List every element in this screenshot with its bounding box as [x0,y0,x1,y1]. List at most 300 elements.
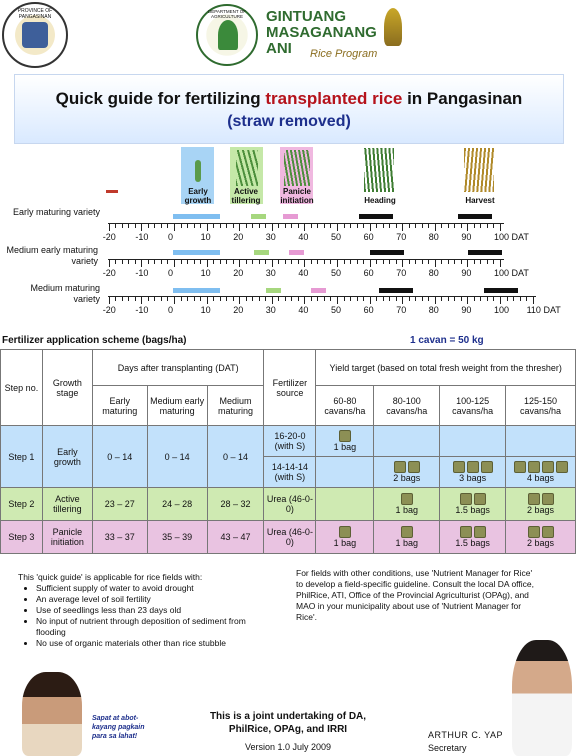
axis-tick-label: 100 [494,305,510,315]
applicability-item: • No input of nutrient through deposition of sediment from flooding [36,616,258,638]
axis-tick [272,224,273,231]
axis-tick [109,260,110,267]
axis-tick [135,224,136,228]
axis-tick [239,297,240,304]
axis-tick [428,260,429,264]
step-3-yield-1: 1 bag [316,521,374,554]
axis-tick [330,260,331,264]
axis-tick-label: 100 DAT [494,268,529,278]
axis-tick [487,297,488,301]
axis-tick [298,224,299,228]
axis-tick [350,224,351,228]
axis-tick-label: -20 [102,268,116,278]
axis-tick [422,224,423,228]
axis-tick [122,224,123,228]
axis-tick-label: 0 [168,232,174,242]
step-1b-yield-4: 4 bags [506,457,576,488]
axis-tick-label: 60 [363,268,374,278]
axis-tick [285,297,286,301]
header-yield-2: 80-100 cavans/ha [374,386,440,426]
axis-tick [181,297,182,301]
step-3-label: Step 3 [1,521,43,554]
step-2-medium-early: 24 – 28 [147,488,207,521]
axis-tick [259,260,260,264]
axis-tick [428,297,429,301]
header-yield-3: 100-125 cavans/ha [440,386,506,426]
axis-tick-label: 110 DAT [526,305,561,315]
rice-stalk-icon [384,8,402,46]
timeline-axis-row1 [108,223,504,231]
step-3-yield-2: 1 bag [374,521,440,554]
step-1-early: 0 – 14 [92,426,147,488]
secretary-photo [512,640,572,756]
axis-tick-label: -20 [102,305,116,315]
step-1-source-b: 14-14-14 (with S) [264,457,316,488]
step-3-medium-early: 35 – 39 [147,521,207,554]
axis-tick [324,297,325,301]
axis-tick [207,224,208,231]
title-highlight: transplanted rice [265,89,403,108]
axis-tick-label: 90 [461,232,472,242]
axis-tick [493,224,494,228]
tillering-plant-icon [236,150,258,186]
bar-heading-row2 [370,250,404,255]
axis-tick [533,297,534,304]
fertilizer-table [0,349,576,554]
axis-tick [350,297,351,301]
step-2-yield-2: 1 bag [374,488,440,521]
axis-tick [487,224,488,228]
axis-tick-label: 40 [298,268,309,278]
axis-tick [128,224,129,228]
axis-tick [265,224,266,228]
heading-plant-icon [364,148,394,192]
axis-tick [239,224,240,231]
axis-tick [141,260,142,267]
axis-tick [135,260,136,264]
axis-tick [278,297,279,301]
step-1b-yield-3: 3 bags [440,457,506,488]
axis-tick [435,260,436,267]
axis-tick [226,224,227,228]
label-heading: Heading [364,196,396,205]
axis-tick [474,260,475,264]
seed-icon [106,190,118,193]
fertilizer-bag-icon [460,526,472,538]
axis-tick [474,297,475,301]
step-1b-yield-2: 2 bags [374,457,440,488]
axis-tick-label: 40 [298,232,309,242]
axis-tick [141,224,142,231]
axis-tick [252,224,253,228]
axis-tick [109,224,110,231]
logo-subtitle: Rice Program [310,48,378,60]
applicability-list [18,583,258,649]
header-fertilizer-source: Fertilizer source [264,350,316,426]
department-of-agriculture-logo [196,4,258,66]
axis-tick [402,260,403,267]
axis-tick [396,224,397,228]
axis-tick-label: 80 [428,232,439,242]
axis-tick-label: 10 [200,305,211,315]
axis-tick [422,260,423,264]
axis-tick-label: 50 [331,232,342,242]
axis-tick [200,224,201,228]
axis-tick-label: 20 [233,232,244,242]
header-medium-maturing: Medium maturing [207,386,264,426]
axis-tick [441,260,442,264]
axis-tick [246,260,247,264]
axis-tick [441,297,442,301]
axis-tick [161,297,162,301]
logo-line-2: MASAGANANG [266,24,377,41]
axis-tick [187,260,188,264]
axis-tick [415,224,416,228]
axis-tick [317,224,318,228]
axis-tick [174,260,175,267]
fertilizer-bag-icon [528,526,540,538]
axis-tick [115,224,116,228]
axis-tick [344,260,345,264]
bar-panicle-row1 [283,214,298,219]
axis-tick [330,224,331,228]
axis-tick [115,260,116,264]
axis-tick [370,224,371,231]
harvest-plant-icon [464,148,494,192]
fertilizer-bag-icon [467,461,479,473]
axis-tick [448,260,449,264]
header-days: Days after transplanting (DAT) [92,350,264,386]
axis-tick [304,297,305,304]
fertilizer-bag-icon [514,461,526,473]
axis-tick [428,224,429,228]
axis-tick [454,224,455,228]
axis-tick [226,260,227,264]
speech-bubble: Sapat at abot-kayang pagkain para sa lahat! [92,715,145,740]
axis-tick [337,297,338,304]
axis-tick [480,224,481,228]
step-1-medium: 0 – 14 [207,426,264,488]
axis-tick [454,260,455,264]
axis-tick-label: 60 [363,305,374,315]
axis-tick-label: 80 [428,268,439,278]
axis-tick [422,297,423,301]
fertilizer-bag-icon [474,493,486,505]
header-medium-early-maturing: Medium early maturing [147,386,207,426]
axis-tick [272,260,273,267]
axis-tick [233,224,234,228]
axis-tick [467,224,468,231]
step-2-yield-4: 2 bags [506,488,576,521]
fertilizer-bag-icon [542,461,554,473]
axis-tick [220,224,221,228]
axis-tick [448,224,449,228]
axis-tick [487,260,488,264]
axis-tick [363,297,364,301]
header-growth-stage: Growth stage [42,350,92,426]
axis-tick [239,260,240,267]
axis-tick [363,224,364,228]
axis-tick [376,297,377,301]
axis-tick [435,224,436,231]
axis-tick [330,297,331,301]
row-label-medium: Medium maturing variety [30,283,100,304]
axis-tick [324,224,325,228]
axis-tick [298,297,299,301]
header-yield-4: 125-150 cavans/ha [506,386,576,426]
axis-tick [291,260,292,264]
axis-tick [389,297,390,301]
axis-tick [383,224,384,228]
axis-tick [357,260,358,264]
axis-tick [357,297,358,301]
axis-tick [141,297,142,304]
axis-tick [161,224,162,228]
axis-tick [311,260,312,264]
axis-tick [317,297,318,301]
axis-tick-label: 30 [265,232,276,242]
axis-tick [324,260,325,264]
fertilizer-bag-icon [528,461,540,473]
axis-tick [226,297,227,301]
axis-tick [265,260,266,264]
other-conditions-note: For fields with other conditions, use 'Nutrient Manager for Rice' to develop a field-specific guideline. Consult the local DA office, PhilRice, ATI, Office of the Provincial Agriculturist (OPAg), and MAO in your municipality about use of 'Nutrient Manager for Rice'. [296,568,534,622]
axis-tick [409,224,410,228]
axis-tick [415,297,416,301]
secretary-name: ARTHUR C. YAP [428,730,504,740]
axis-tick [220,260,221,264]
axis-tick [194,260,195,264]
axis-tick [298,260,299,264]
axis-tick [493,260,494,264]
fertilizer-bag-icon [481,461,493,473]
bar-tillering-row2 [254,250,269,255]
axis-tick [389,224,390,228]
axis-tick [304,224,305,231]
department-logo-text: DEPARTMENT OF AGRICULTURE [207,9,246,19]
axis-tick [259,224,260,228]
axis-tick [167,260,168,264]
fertilizer-bag-icon [474,526,486,538]
bar-harvest-row2 [468,250,502,255]
step-3-stage: Panicle initiation [42,521,92,554]
axis-tick-label: 10 [200,268,211,278]
label-active-tillering: Active tillering [231,187,261,205]
axis-tick [285,224,286,228]
fertilizer-bag-icon [394,461,406,473]
axis-tick [344,297,345,301]
axis-tick-label: 20 [233,268,244,278]
axis-tick [233,297,234,301]
axis-tick-label: 60 [363,232,374,242]
axis-tick [350,260,351,264]
axis-tick [311,224,312,228]
axis-tick-label: 70 [396,232,407,242]
axis-tick [278,224,279,228]
axis-tick [148,297,149,301]
axis-tick-label: 50 [331,268,342,278]
label-panicle-initiation: Panicle initiation [280,187,314,205]
axis-tick [154,297,155,301]
bar-panicle-row2 [289,250,304,255]
axis-tick-label: 30 [265,268,276,278]
fertilizer-bag-icon [460,493,472,505]
president-photo [22,672,82,756]
axis-tick [213,224,214,228]
axis-tick [122,260,123,264]
axis-tick [396,297,397,301]
axis-tick [526,297,527,301]
axis-tick [154,260,155,264]
axis-tick [402,224,403,231]
axis-tick-label: 20 [233,305,244,315]
axis-tick [194,297,195,301]
axis-tick [252,297,253,301]
axis-tick [389,260,390,264]
step-3-medium: 43 – 47 [207,521,264,554]
axis-tick [246,297,247,301]
logo-line-1: GINTUANG [266,8,346,25]
step-3-early: 33 – 37 [92,521,147,554]
axis-tick [304,260,305,267]
axis-tick [461,260,462,264]
timeline-axis-row3 [108,296,536,304]
axis-tick-label: 70 [396,268,407,278]
axis-tick [461,224,462,228]
axis-tick [148,260,149,264]
axis-tick [161,260,162,264]
axis-tick [500,260,501,267]
fertilizer-bag-icon [339,526,351,538]
axis-tick [252,260,253,264]
axis-tick [357,224,358,228]
axis-tick [376,260,377,264]
step-1a-yield-1: 1 bag [316,426,374,457]
axis-tick [200,260,201,264]
header-step: Step no. [1,350,43,426]
axis-tick [272,297,273,304]
province-seal-logo [2,2,68,68]
axis-tick [181,224,182,228]
header-yield-target: Yield target (based on total fresh weight from the thresher) [316,350,576,386]
step-3-yield-4: 2 bags [506,521,576,554]
axis-tick [507,297,508,301]
axis-tick-label: 70 [396,305,407,315]
axis-tick-label: 10 [200,232,211,242]
axis-tick [154,224,155,228]
title-banner [14,74,564,144]
applicability-note [18,572,258,668]
step-2-label: Step 2 [1,488,43,521]
axis-tick [461,297,462,301]
axis-tick [311,297,312,301]
axis-tick-label: 0 [168,305,174,315]
row-label-medium-early: Medium early maturing variety [6,245,98,266]
fertilizer-bag-icon [401,526,413,538]
axis-tick [122,297,123,301]
axis-tick [520,297,521,301]
step-2-medium: 28 – 32 [207,488,264,521]
axis-tick [259,297,260,301]
axis-tick [454,297,455,301]
table-caption: Fertilizer application scheme (bags/ha) [2,335,187,346]
step-2-source: Urea (46-0-0) [264,488,316,521]
axis-tick [167,224,168,228]
axis-tick [194,224,195,228]
fertilizer-bag-icon [408,461,420,473]
axis-tick [467,297,468,304]
axis-tick [370,297,371,304]
axis-tick [376,224,377,228]
bar-harvest-row3 [484,288,518,293]
cavan-note: 1 cavan = 50 kg [410,335,484,346]
axis-tick [370,260,371,267]
step-3-source: Urea (46-0-0) [264,521,316,554]
axis-tick [500,297,501,304]
axis-tick [363,260,364,264]
axis-tick-label: -10 [135,305,149,315]
axis-tick [128,297,129,301]
axis-tick [285,260,286,264]
page-title: Quick guide for fertilizing transplanted rice in Pangasinan [55,89,523,108]
axis-tick [167,297,168,301]
version-text: Version 1.0 July 2009 [244,742,332,752]
axis-tick [181,260,182,264]
axis-tick [337,260,338,267]
axis-tick [435,297,436,304]
step-2-early: 23 – 27 [92,488,147,521]
bar-heading-row1 [359,214,393,219]
timeline-axis-row2 [108,259,504,267]
axis-tick [174,297,175,304]
axis-tick [213,260,214,264]
seedling-plant-icon [195,160,201,182]
axis-tick [278,260,279,264]
axis-tick [187,297,188,301]
axis-tick-label: 40 [298,305,309,315]
applicability-item: • An average level of soil fertility [36,594,258,605]
applicability-item: • No use of organic materials other than rice stubble [36,638,258,649]
axis-tick-label: -20 [102,232,116,242]
axis-tick [441,224,442,228]
axis-tick [409,260,410,264]
bar-early-growth-row2 [173,250,220,255]
panicle-plant-icon [284,150,310,186]
axis-tick [493,297,494,301]
logo-line-3: ANI [266,40,292,57]
axis-tick-label: 90 [461,305,472,315]
axis-tick [383,260,384,264]
axis-tick [500,224,501,231]
axis-tick [474,224,475,228]
axis-tick [344,224,345,228]
step-1-medium-early: 0 – 14 [147,426,207,488]
province-seal-text: PROVINCE OF PANGASINAN [17,8,53,20]
axis-tick [200,297,201,301]
bar-tillering-row1 [251,214,266,219]
gintuang-masaganang-ani-logo [266,8,426,68]
axis-tick [128,260,129,264]
fertilizer-bag-icon [542,493,554,505]
axis-tick [402,297,403,304]
applicability-item: • Use of seedlings less than 23 days old [36,605,258,616]
axis-tick [291,224,292,228]
axis-tick [220,297,221,301]
fertilizer-bag-icon [528,493,540,505]
axis-tick [246,224,247,228]
axis-tick [415,260,416,264]
bar-early-growth-row1 [173,214,220,219]
